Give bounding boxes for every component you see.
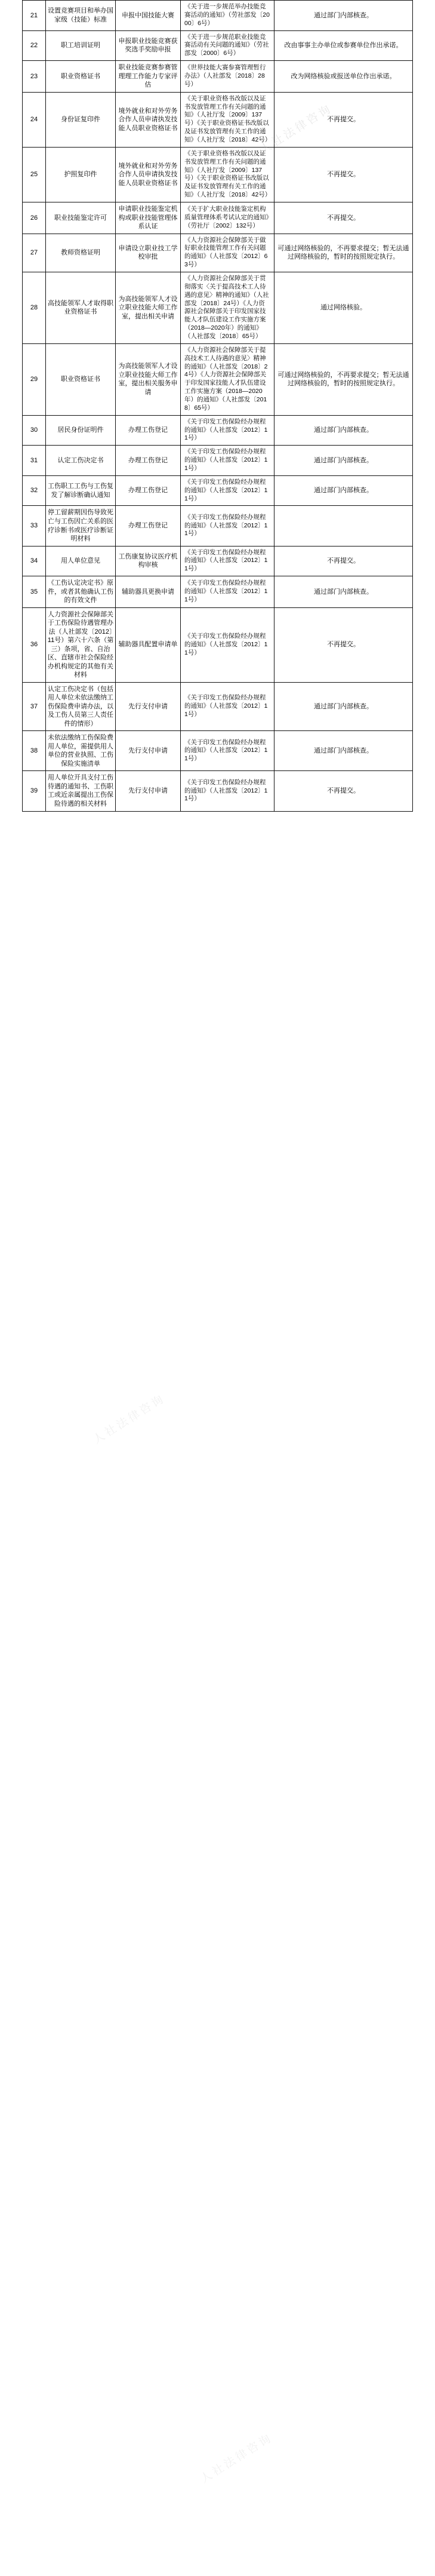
table-row [23, 731, 413, 771]
item-name: 教师资格证明 [46, 234, 116, 272]
legal-basis [181, 731, 274, 771]
table-row [23, 415, 413, 446]
remark: 通过部门内部核查。 [274, 475, 413, 506]
remark: 通过部门内部核查。 [274, 576, 413, 608]
application-material: 境外就业和对外劳务合作人员申请执发技能人员职业资格证书 [116, 147, 181, 202]
row-index: 38 [23, 731, 46, 771]
application-material: 职业技能竞赛参赛管理理工作能力专家评估 [116, 61, 181, 93]
remark: 通过部门内部核查。 [274, 731, 413, 771]
row-index: 21 [23, 1, 46, 31]
remark: 通过部门内部核查。 [274, 415, 413, 446]
legal-basis-text: 《关于印发工伤保险经办规程的通知》（人社部发〔2012〕11号） [184, 448, 268, 472]
row-index: 36 [23, 607, 46, 682]
legal-basis-text: 《关于印发工伤保险经办规程的通知》（人社部发〔2012〕11号） [184, 738, 268, 763]
legal-basis [181, 475, 274, 506]
item-name: 职业资格证书 [46, 61, 116, 93]
table-row [23, 506, 413, 546]
row-index: 23 [23, 61, 46, 93]
remark: 可通过网络核验的，不再要求提交；暂无法通过网络核验的，暂时的按照规定执行。 [274, 234, 413, 272]
item-name: 身份证复印件 [46, 92, 116, 147]
table-row [23, 343, 413, 415]
table-row [23, 475, 413, 506]
table-row [23, 546, 413, 576]
item-name: 认定工伤决定书 [46, 446, 116, 476]
legal-basis-text: 《关于印发工伤保险经办规程的通知》（人社部发〔2012〕11号） [184, 478, 268, 502]
application-material: 办理工伤登记 [116, 506, 181, 546]
legal-basis-text: 《关于职业资格书改版以及证书发放管理工作有关问题的通知》（人社厅发〔2009〕137号）《关于职业资格证书改版以及证书发放管理有关工作的通知》（人社厅发〔2018〕42号） [184, 149, 272, 199]
legal-basis-text: 《关于印发工伤保险经办规程的通知》（人社部发〔2012〕11号） [184, 632, 268, 656]
remark: 不再提交。 [274, 771, 413, 811]
row-index: 22 [23, 30, 46, 61]
legal-basis-text: 《关于印发工伤保险经办规程的通知》（人社部发〔2012〕11号） [184, 694, 268, 719]
legal-basis [181, 343, 274, 415]
application-material: 工伤康复协议医疗机构审核 [116, 546, 181, 576]
remark: 通过部门内部核查。 [274, 682, 413, 731]
row-index: 32 [23, 475, 46, 506]
table-row [23, 1, 413, 31]
legal-basis-text: 《关于进一步规范职业技能竞赛活动有关问题的通知》（劳社部发〔2000〕6号） [184, 33, 269, 57]
table-row [23, 771, 413, 811]
remark: 改为网络核验或报送单位作出承诺。 [274, 61, 413, 93]
item-name: 居民身份证明件 [46, 415, 116, 446]
table-row [23, 607, 413, 682]
legal-basis [181, 234, 274, 272]
application-material: 办理工伤登记 [116, 475, 181, 506]
item-name: 《工伤认定决定书》原件，或者其他确认工伤的有效文件 [46, 576, 116, 608]
legal-basis [181, 272, 274, 344]
legal-basis-text: 《关于印发工伤保险经办规程的通知》（人社部发〔2012〕11号） [184, 513, 268, 538]
remark: 可通过网络核验的，不再要求提交；暂无法通过网络核验的，暂时的按照规定执行。 [274, 343, 413, 415]
remark: 不再提交。 [274, 92, 413, 147]
remark: 通过部门内部核查。 [274, 1, 413, 31]
legal-basis-text: 《人力资源社会保障部关于贯彻落实〈关于提高技术工人待遇的意见〉精神的通知》（人社部发〔2018〕24号）《人力资源社会保障部关于印发国家技能人才队伍建设工作实施方案（2018—2020年）的通知》（人社部发〔2018〕65号） [184, 275, 269, 340]
legal-basis [181, 61, 274, 93]
legal-basis [181, 546, 274, 576]
legal-basis [181, 30, 274, 61]
item-name: 护照复印件 [46, 147, 116, 202]
row-index: 39 [23, 771, 46, 811]
application-material: 先行支付申请 [116, 682, 181, 731]
item-name: 职业资格证书 [46, 343, 116, 415]
table-row [23, 30, 413, 61]
remark: 不再提交。 [274, 546, 413, 576]
watermark-1: 人社法律咨询 [258, 102, 335, 157]
table-row [23, 147, 413, 202]
remark: 不再提交。 [274, 607, 413, 682]
table-row [23, 202, 413, 234]
item-name: 停工留薪期因伤导致死亡与工伤因亡关系的医疗诊断书或医疗诊断证明材料 [46, 506, 116, 546]
item-name: 高技能领军人才取得职业资格证书 [46, 272, 116, 344]
application-material: 为高技能领军人才设立职业技能大师工作室，提出相关申请 [116, 272, 181, 344]
application-material: 申报中国技能大赛 [116, 1, 181, 31]
item-name: 工伤职工工伤与工伤复发了解诊断确认通知 [46, 475, 116, 506]
application-material: 先行支付申请 [116, 771, 181, 811]
row-index: 24 [23, 92, 46, 147]
application-material: 办理工伤登记 [116, 446, 181, 476]
legal-basis-text: 《关于印发工伤保险经办规程的通知》（人社部发〔2012〕11号） [184, 548, 268, 573]
application-material: 辅助器具更换申请 [116, 576, 181, 608]
requirements-table [22, 0, 413, 812]
table-row [23, 61, 413, 93]
row-index: 34 [23, 546, 46, 576]
item-name: 认定工伤决定书（包括用人单位未依法缴纳工伤保险费申请办法，以及工伤人员第三人责任件的情形） [46, 682, 116, 731]
legal-basis [181, 506, 274, 546]
legal-basis-text: 《人力资源社会保障部关于提高技术工人待遇的意见〉精神的通知》（人社部发〔2018〕24号）《人力资源社会保障部关于印发国家技能人才队伍建设工作实施方案（2018—2020年）的通知》（人社部发〔2018〕65号） [184, 346, 268, 412]
application-material: 为高技能领军人才设立职业技能大师工作室，提出相关服务申请 [116, 343, 181, 415]
remark [274, 506, 413, 546]
row-index: 33 [23, 506, 46, 546]
legal-basis-text: 《关于进一步规范举办技能竞赛活动的通知》（劳社部发〔2000〕6号） [184, 3, 270, 27]
legal-basis [181, 1, 274, 31]
application-material: 辅助器具配置申请单 [116, 607, 181, 682]
table-row [23, 234, 413, 272]
watermark-2: 人社法律咨询 [91, 1392, 168, 1447]
remark: 不再提交。 [274, 147, 413, 202]
application-material: 申请职业技能鉴定机构或职业技能管理体系认证 [116, 202, 181, 234]
table-row [23, 446, 413, 476]
remark: 通过网络核验。 [274, 272, 413, 344]
legal-basis-text: 《人力资源社会保障部关于做好职业技能管理工作有关问题的通知》（人社部发〔2012〕63号） [184, 236, 268, 269]
row-index: 35 [23, 576, 46, 608]
legal-basis-text: 《关于印发工伤保险经办规程的通知》（人社部发〔2012〕11号） [184, 778, 268, 803]
item-name: 设置竞赛项目和举办国家级（技能）标准 [46, 1, 116, 31]
legal-basis-text: 《关于扩大职业技能鉴定机构质量管理体系考试认定的通知》（劳社厅〔2002〕132号） [184, 205, 269, 229]
legal-basis [181, 576, 274, 608]
table-row [23, 682, 413, 731]
item-name: 未依法缴纳工伤保险费用人单位，需提供用人单位的营业执照、工伤保险实施清单 [46, 731, 116, 771]
watermark-3: 人社法律咨询 [198, 2431, 275, 2486]
item-name: 用人单位开具支付工伤待遇的通知书、工伤职工或近亲属提出工伤保险待遇的相关材料 [46, 771, 116, 811]
item-name: 人力资源社会保障部关于工伤保险待遇管理办法（人社部发〔2012〕11号）第六十六条（第三）条项，省、自治区、直辖市社会保险经办机构规定的其他有关材料 [46, 607, 116, 682]
item-name: 用人单位意见 [46, 546, 116, 576]
legal-basis-text: 《关于印发工伤保险经办规程的通知》（人社部发〔2012〕11号） [184, 417, 268, 442]
row-index: 30 [23, 415, 46, 446]
remark: 改由事事主办单位或参赛单位作出承诺。 [274, 30, 413, 61]
row-index: 37 [23, 682, 46, 731]
application-material: 境外就业和对外劳务合作人员申请执发技能人员职业资格证书 [116, 92, 181, 147]
application-material: 申请设立职业技工学校审批 [116, 234, 181, 272]
legal-basis-text: 《世界技能大赛参赛管理暂行办法》（人社部发〔2018〕28号） [184, 64, 266, 88]
remark: 通过部门内部核查。 [274, 446, 413, 476]
remark: 不再提交。 [274, 202, 413, 234]
row-index: 29 [23, 343, 46, 415]
legal-basis [181, 415, 274, 446]
row-index: 28 [23, 272, 46, 344]
application-material: 办理工伤登记 [116, 415, 181, 446]
legal-basis [181, 607, 274, 682]
legal-basis [181, 92, 274, 147]
table-row [23, 272, 413, 344]
row-index: 27 [23, 234, 46, 272]
row-index: 26 [23, 202, 46, 234]
table-row [23, 92, 413, 147]
legal-basis [181, 202, 274, 234]
legal-basis-text: 《关于职业资格书改版以及证书发放管理工作有关问题的通知》（人社厅发〔2009〕137号）《关于职业资格证书改版以及证书发放管理有关工作的通知》（人社厅发〔2018〕42号） [184, 94, 272, 143]
row-index: 31 [23, 446, 46, 476]
row-index: 25 [23, 147, 46, 202]
item-name: 职业技能鉴定许可 [46, 202, 116, 234]
table-row [23, 576, 413, 608]
legal-basis [181, 682, 274, 731]
item-name: 职工培训证明 [46, 30, 116, 61]
legal-basis-text: 《关于印发工伤保险经办规程的通知》（人社部发〔2012〕11号） [184, 579, 268, 603]
application-material: 申报职业技能竞赛获奖选手奖励申报 [116, 30, 181, 61]
legal-basis [181, 446, 274, 476]
application-material: 先行支付申请 [116, 731, 181, 771]
legal-basis [181, 147, 274, 202]
legal-basis [181, 771, 274, 811]
